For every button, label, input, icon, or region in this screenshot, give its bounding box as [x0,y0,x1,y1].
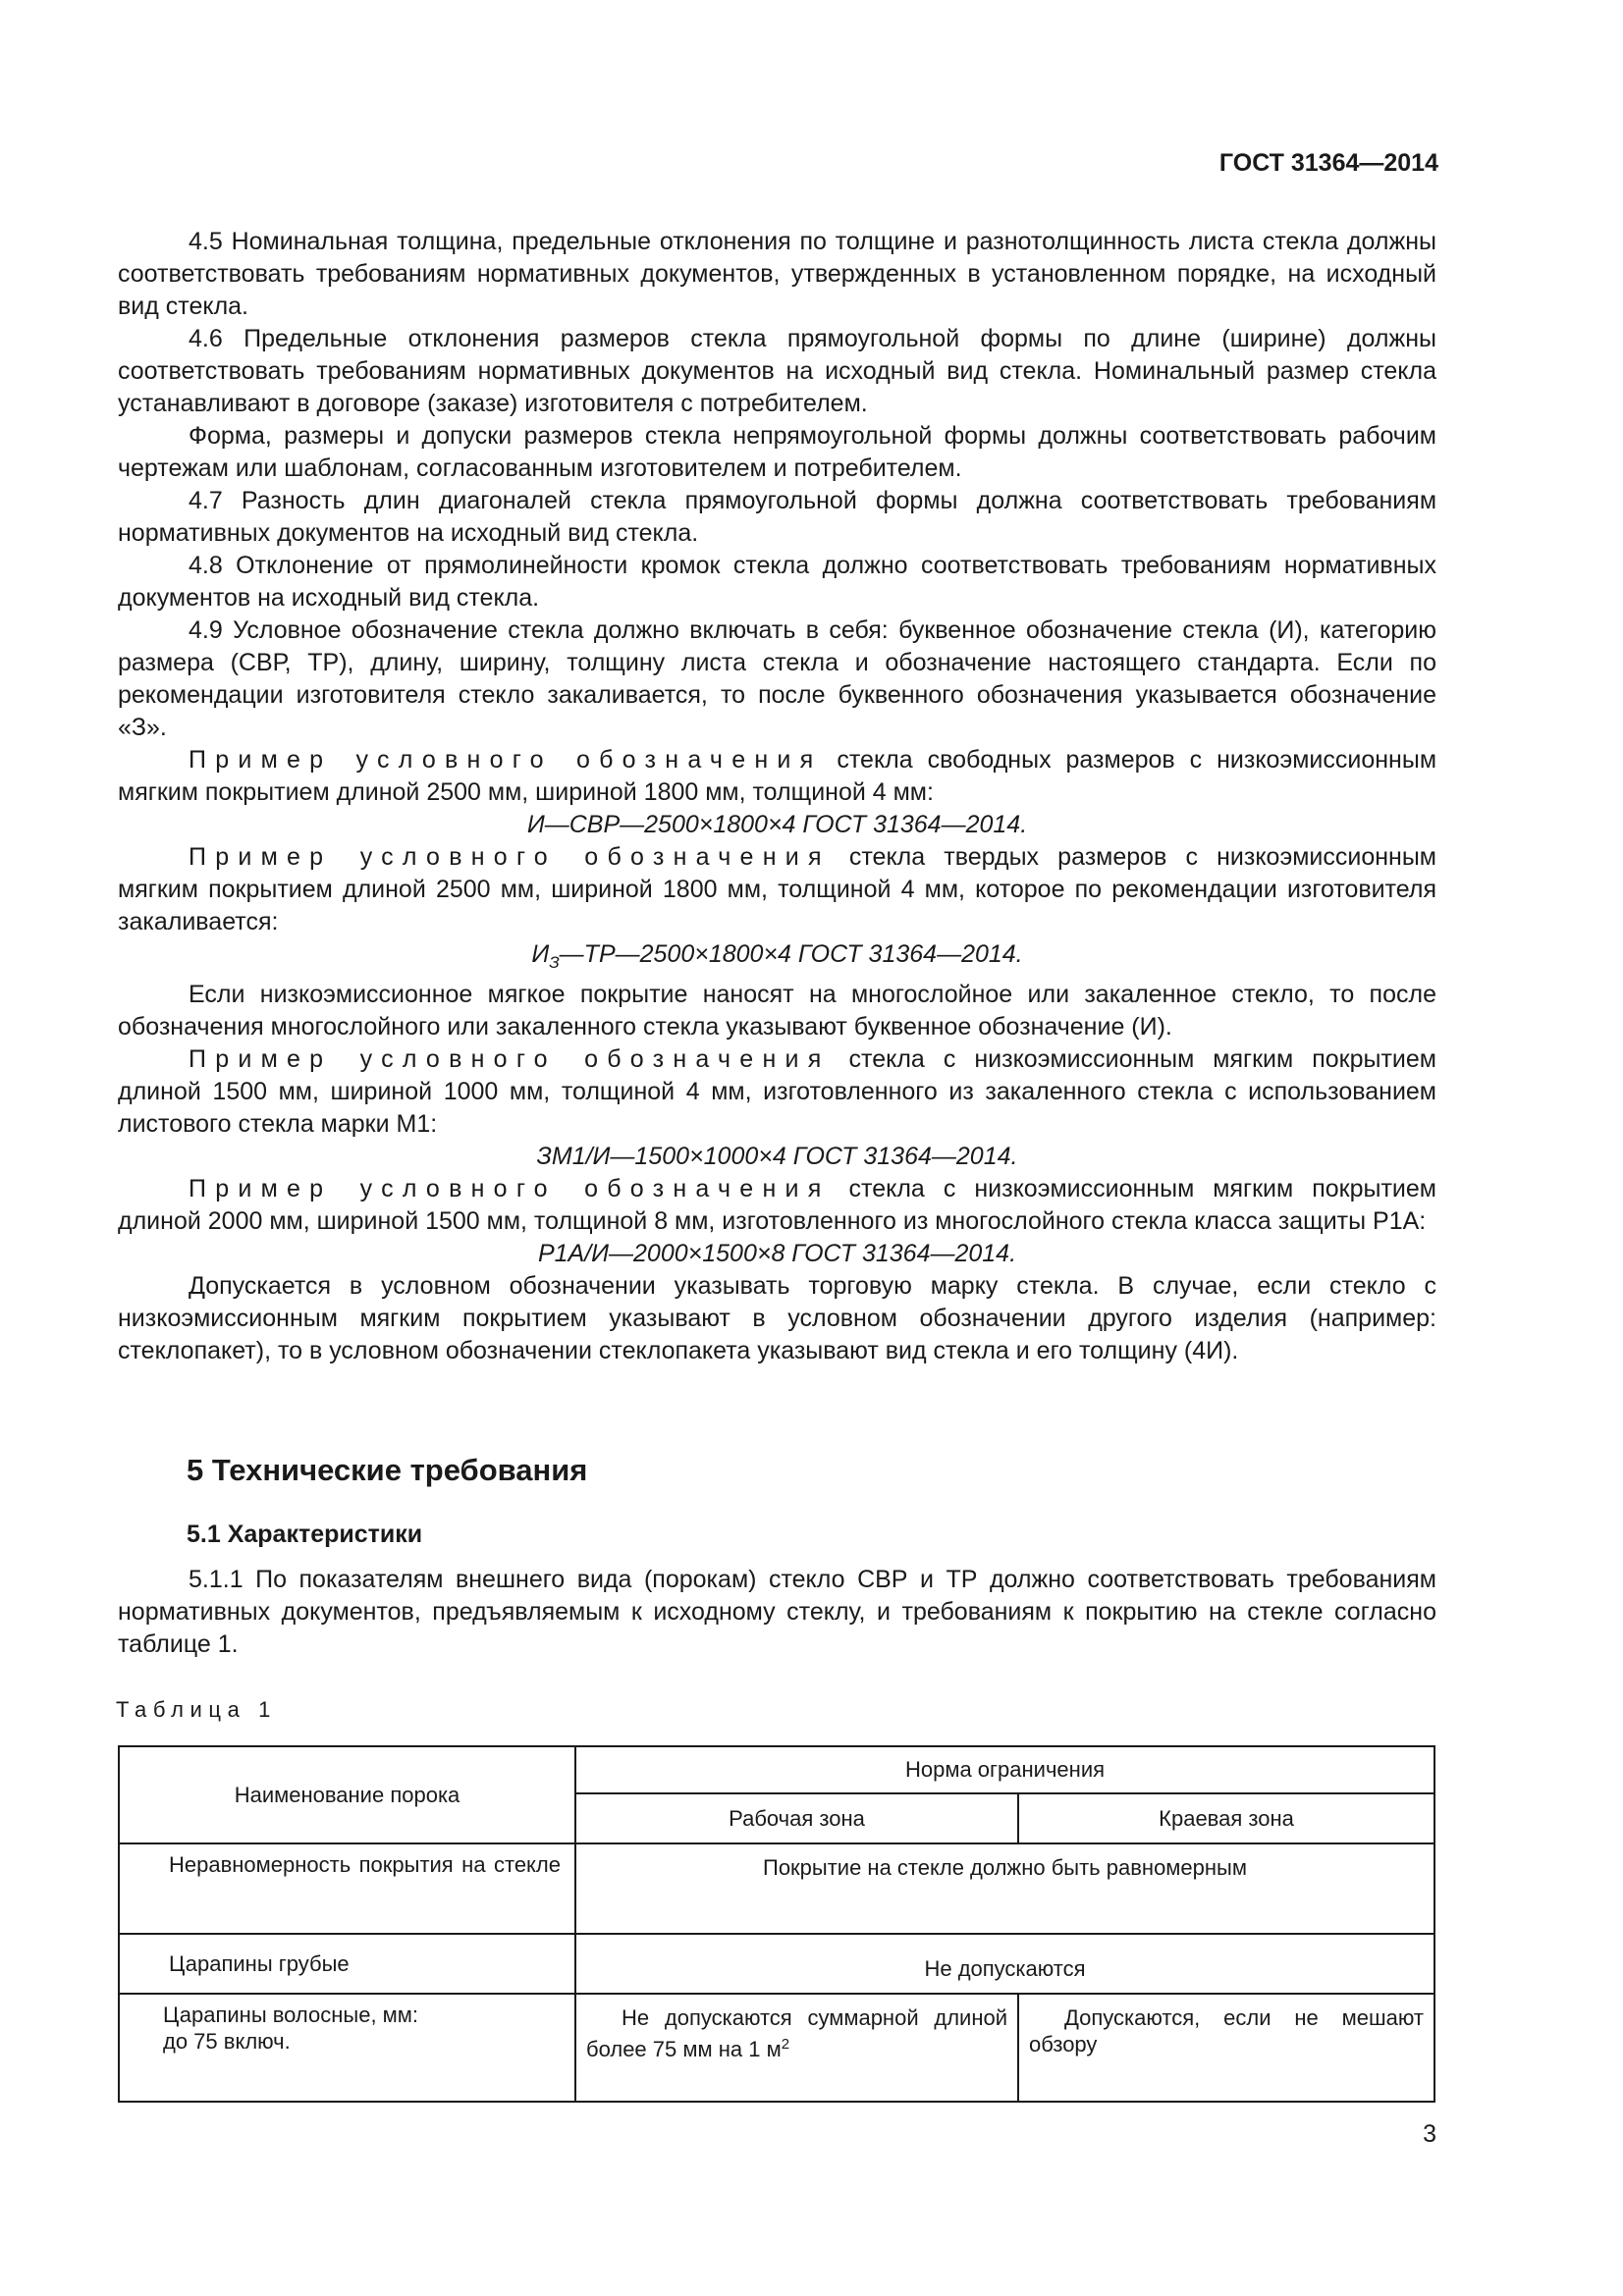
header-work-zone: Рабочая зона [575,1793,1018,1843]
paragraph-4-9: 4.9 Условное обозначение стекла должно включать в себя: буквенное обозначение стекла (И), категорию размера (СВР, ТР), длину, ширину, толщину листа стекла и обозначение настоящего стандарта. Если по рекомендации изготовителя стекло закаливается, то после буквенного обозначения указывается обозначение «З». [118,616,1436,741]
example-4-designation: Р1А/И—2000×1500×8 ГОСТ 31364—2014. [537,1240,1017,1267]
paragraph-4-8: 4.8 Отклонение от прямолинейности кромок стекла должно соответствовать требованиям нормативных документов на исходный вид стекла. [118,552,1436,612]
header-edge-zone: Краевая зона [1018,1793,1434,1843]
example-3-text: стекла с низкоэмиссионным мягким покрытием длиной 1500 мм, шириной 1000 мм, толщиной 4 мм, изготовленного из закаленного стекла с использованием листового стекла марки М1: [118,1045,1436,1138]
designation-rest: —ТР—2500×1800×4 ГОСТ 31364—2014. [559,940,1023,968]
table-row [119,1843,1434,1934]
table-row [119,1934,1434,1994]
limit-merged-cell: Покрытие на стекле должно быть равномерным [575,1843,1434,1934]
paragraph-4-6-shape: Форма, размеры и допуски размеров стекла непрямоугольной формы должны соответствовать рабочим чертежам или шаблонам, согласованным изготовителем и потребителем. [118,422,1436,482]
example-label: Пример условного обозначения [189,1175,831,1202]
clause-4-text [118,226,1436,1367]
clause-5-1-1-text [118,1564,1436,1661]
example-label: Пример условного обозначения [189,843,831,871]
work-zone-superscript: 2 [781,2036,790,2053]
subsection-5-1-title: 5.1 Характеристики [187,1521,423,1548]
work-zone-text: Не допускаются суммарной длиной более 75 мм на 1 м [586,2005,1007,2061]
work-zone-cell [575,1994,1018,2102]
defect-name-cell [119,1994,575,2102]
example-4 [118,1173,1436,1238]
defect-name-line-2: до 75 включ. [163,2029,291,2054]
example-4-text: стекла с низкоэмиссионным мягким покрытием длиной 2000 мм, шириной 1500 мм, толщиной 8 мм, изготовленного из многослойного стекла класса защиты Р1А: [118,1175,1436,1235]
table-header-row [119,1746,1434,1793]
document-code-header: ГОСТ 31364—2014 [1218,149,1438,177]
page-number: 3 [1423,2120,1436,2148]
example-3 [118,1043,1436,1141]
example-1-text: стекла свободных размеров с низкоэмиссионным мягким покрытием длиной 2500 мм, шириной 1800 мм, толщиной 4 мм: [118,746,1437,806]
example-2-text: стекла твердых размеров с низкоэмиссионным мягким покрытием длиной 2500 мм, шириной 1800 мм, толщиной 4 мм, которое по рекомендации изготовителя закаливается: [118,843,1436,935]
example-label: Пример условного обозначения [189,1045,831,1073]
example-1 [118,744,1436,809]
paragraph-4-6: 4.6 Предельные отклонения размеров стекла прямоугольной формы по длине (ширине) должны соответствовать требованиям нормативных документов на исходный вид стекла. Номинальный размер стекла устанавливают в договоре (заказе) изготовителя с потребителем. [118,325,1436,417]
work-zone-limit [586,2004,1007,2062]
header-defect-name: Наименование порока [119,1746,575,1843]
example-3-designation: ЗМ1/И—1500×1000×4 ГОСТ 31364—2014. [536,1143,1018,1170]
paragraph-multilayer: Если низкоэмиссионное мягкое покрытие наносят на многослойное или закаленное стекло, то после обозначения многослойного или закаленного стекла указывают буквенное обозначение (И). [118,981,1436,1041]
section-5-title: 5 Технические требования [187,1453,588,1487]
table-row [119,1994,1434,2102]
defect-name-cell [119,1934,575,1994]
defects-table [118,1745,1435,2103]
header-limit-norm: Норма ограничения [575,1746,1434,1793]
paragraph-5-1-1: 5.1.1 По показателям внешнего вида (порокам) стекло СВР и ТР должно соответствовать требованиям нормативных документов, предъявляемым к исходному стеклу, и требованиям к покрытию на стекле согласно таблице 1. [118,1566,1436,1658]
example-2 [118,841,1436,938]
table-caption: Таблица 1 [116,1697,278,1722]
defect-name: Царапины грубые [169,1951,350,1976]
defect-name: Неравномерность покрытия на стекле [169,1852,561,1877]
example-1-designation: И—СВР—2500×1800×4 ГОСТ 31364—2014. [526,811,1028,838]
defect-name-cell [119,1843,575,1934]
defect-name-line-1: Царапины волосные, мм: [163,2002,419,2027]
example-2-designation [118,938,1436,979]
limit-merged-cell: Не допускаются [575,1934,1434,1994]
paragraph-trade-mark: Допускается в условном обозначении указывать торговую марку стекла. В случае, если стекло с низкоэмиссионным мягким покрытием указывают в условном обозначении другого изделия (например: стеклопакет), то в условном обозначении стеклопакета указывают вид стекла и его толщину (4И). [118,1272,1436,1364]
example-label: Пример условного обозначения [189,746,823,774]
paragraph-4-7: 4.7 Разность длин диагоналей стекла прямоугольной формы должна соответствовать требованиям нормативных документов на исходный вид стекла. [118,487,1436,547]
designation-subscript: З [549,953,560,972]
edge-zone-limit: Допускаются, если не мешают обзору [1029,2005,1424,2056]
designation-letter: И [531,940,550,968]
edge-zone-cell [1018,1994,1434,2102]
paragraph-4-5: 4.5 Номинальная толщина, предельные отклонения по толщине и разнотолщинность листа стекла должны соответствовать требованиям нормативных документов, утвержденных в установленном порядке, на исходный вид стекла. [118,228,1436,320]
